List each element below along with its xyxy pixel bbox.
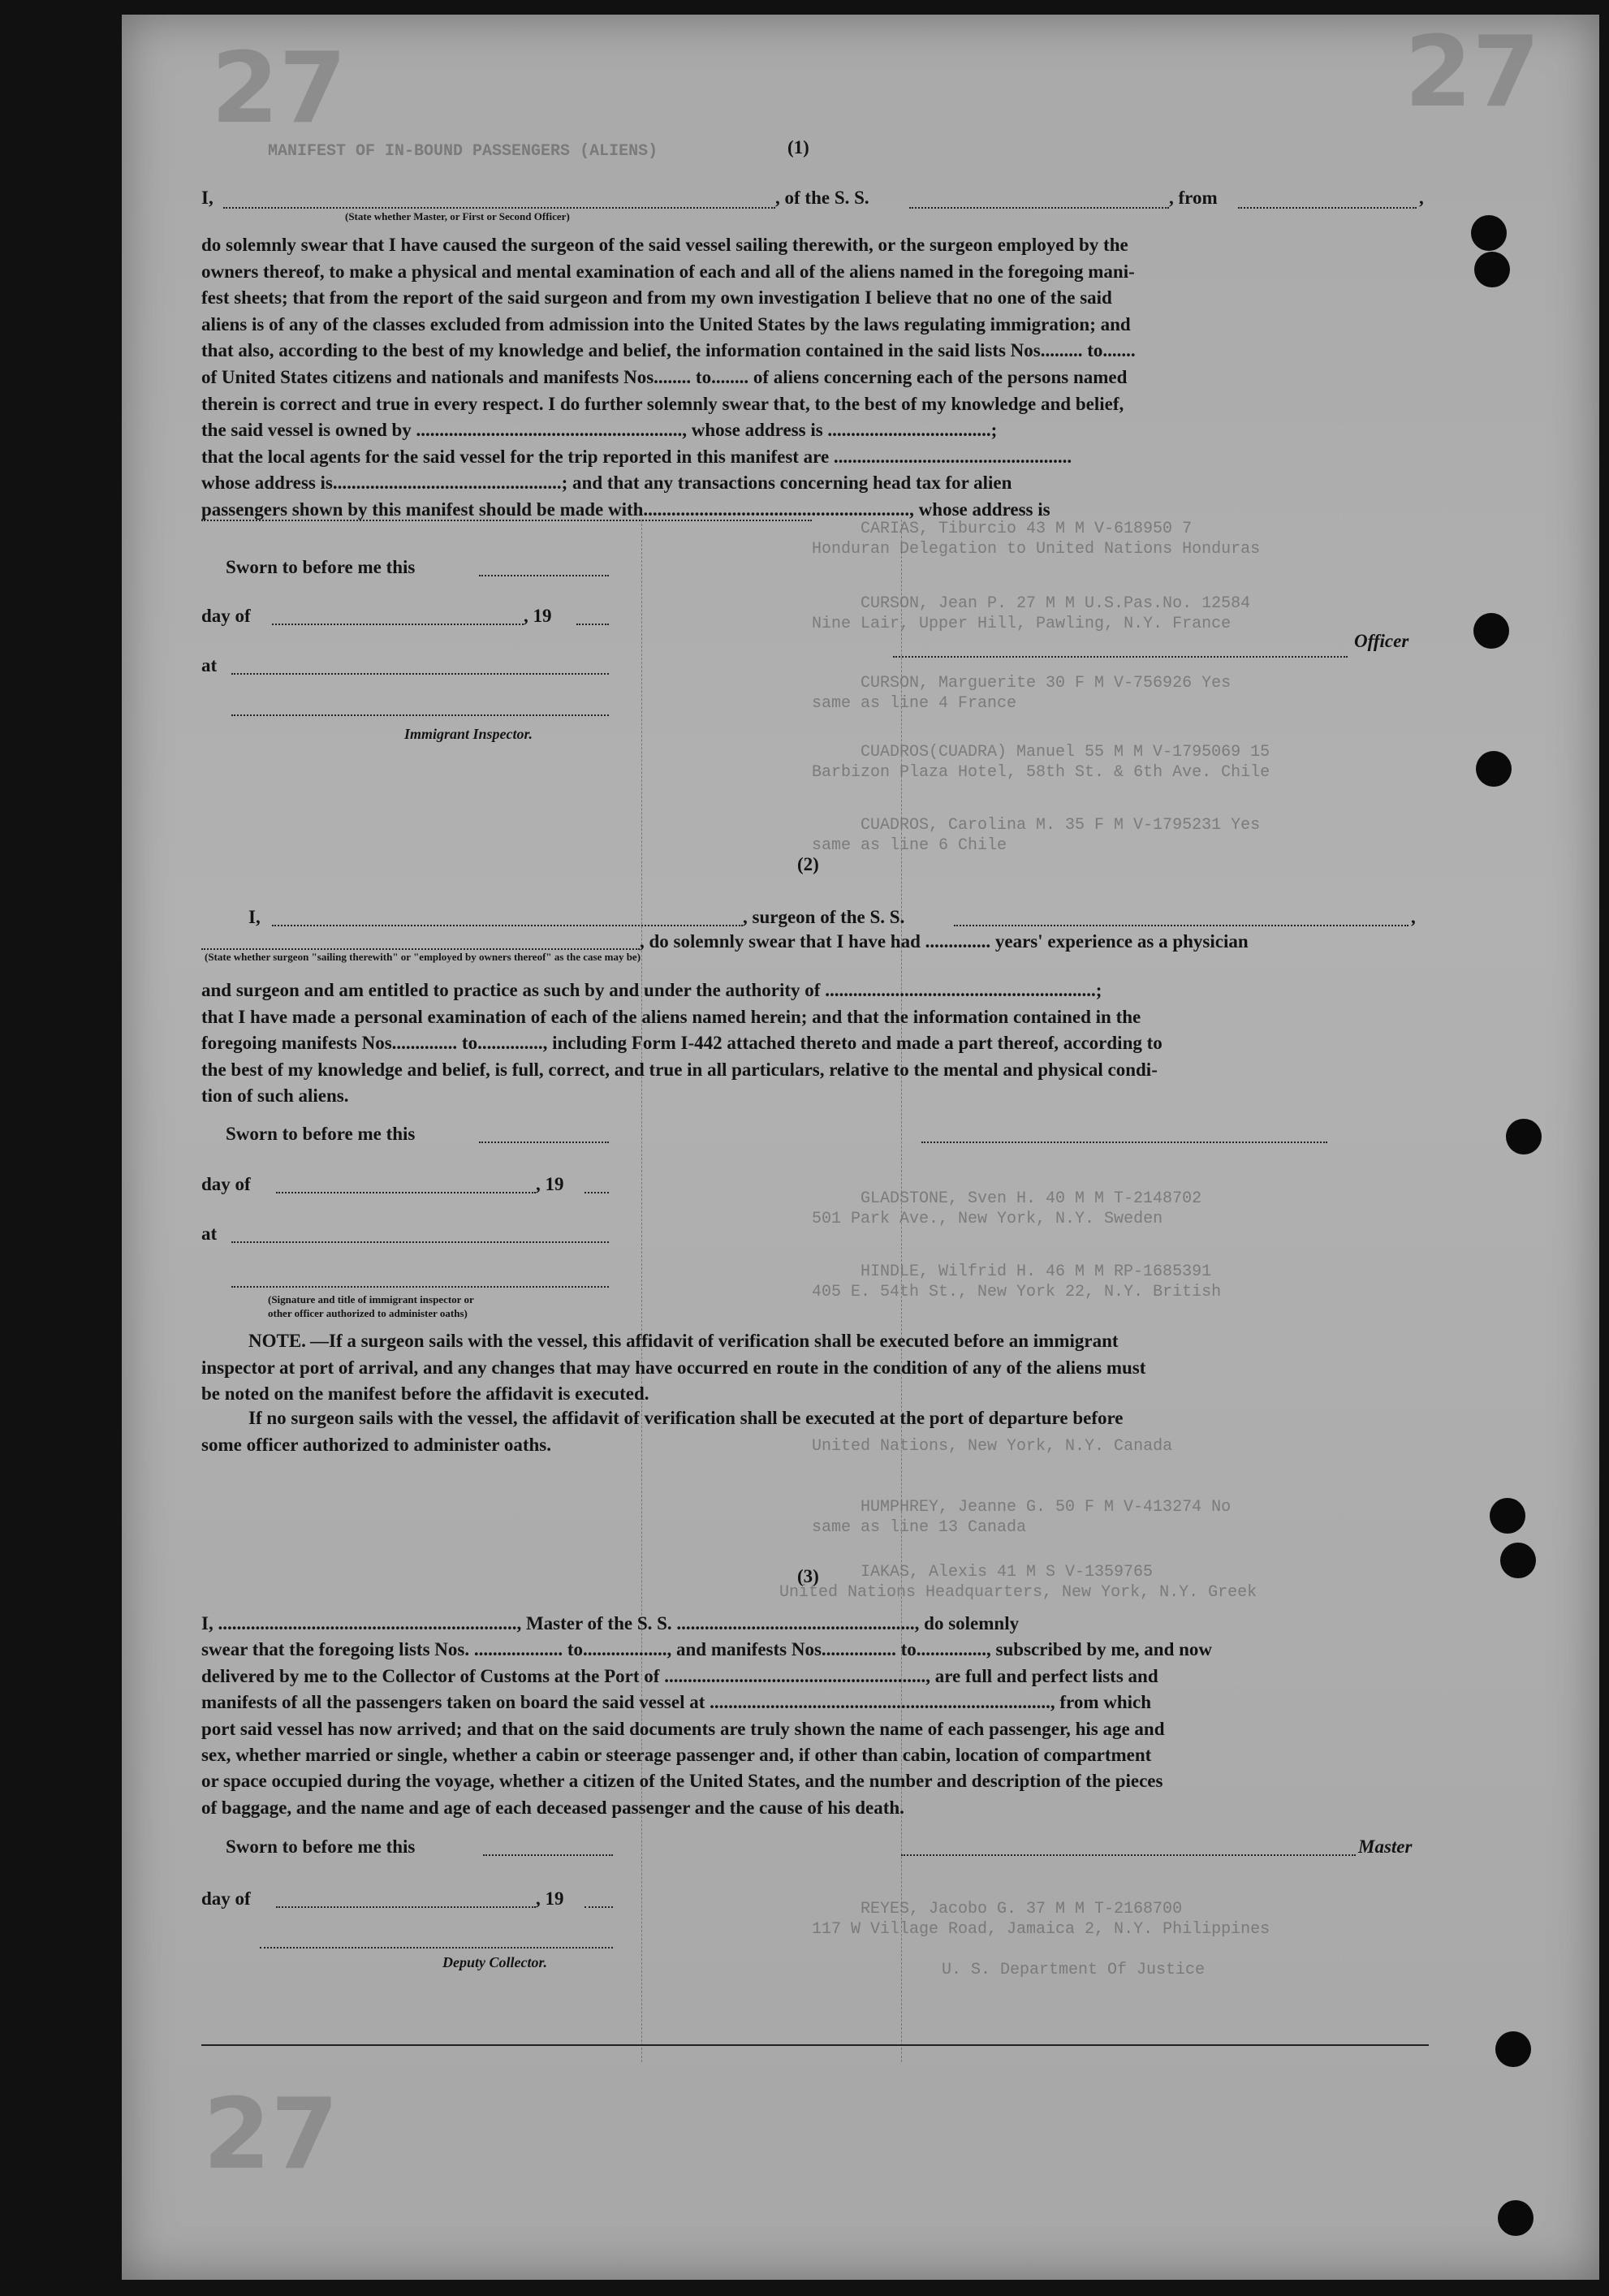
surgeon-name-line xyxy=(272,925,743,926)
oath-line: foregoing manifests Nos.............. to.............., including Form I-442 attached thereto and made a part thereof, according to xyxy=(201,1033,1163,1054)
bleed-row: same as line 4 France xyxy=(812,694,1017,713)
bleed-row: HINDLE, Wilfrid H. 46 M M RP-1685391 xyxy=(861,1262,1212,1281)
note-line: be noted on the manifest before the affidavit is executed. xyxy=(201,1383,649,1404)
punch-hole xyxy=(1474,252,1510,287)
sec2-sig-note-2: other officer authorized to administer oaths) xyxy=(268,1307,468,1319)
punch-hole xyxy=(1498,2200,1534,2236)
bleed-row: same as line 6 Chile xyxy=(812,836,1007,855)
oath-line: that I have made a personal examination of each of the aliens named herein; and that the information contained in the xyxy=(201,1006,1141,1027)
inspector-signature-line xyxy=(231,714,609,716)
section-3-number: (3) xyxy=(797,1566,819,1586)
bleed-row: IAKAS, Alexis 41 M S V-1359765 xyxy=(861,1563,1154,1582)
oath-line: and surgeon and am entitled to practice as such by and under the authority of ..........................................................; xyxy=(201,980,1102,1000)
sec1-inspector: Immigrant Inspector. xyxy=(404,726,533,742)
punch-hole xyxy=(1490,1498,1525,1534)
punch-hole xyxy=(1476,751,1512,787)
collector-signature-line xyxy=(260,1947,613,1949)
section-2-number: (2) xyxy=(797,854,819,874)
bottom-rule xyxy=(201,2044,1429,2046)
punch-hole xyxy=(1473,613,1509,649)
note-line: some officer authorized to administer oaths. xyxy=(201,1434,551,1455)
oath-line: sex, whether married or single, whether a cabin or steerage passenger and, if other than cabin, location of compartment xyxy=(201,1745,1152,1765)
sec2-day-of: day of xyxy=(201,1174,251,1194)
surgeon-vessel-line xyxy=(954,925,1408,926)
place-line xyxy=(231,673,609,675)
bleed-row: CUADROS, Carolina M. 35 F M V-1795231 Yes xyxy=(861,816,1261,835)
sec1-of-the-ss: , of the S. S. xyxy=(775,188,869,208)
punch-hole xyxy=(1500,1543,1536,1578)
oath-line: therein is correct and true in every respect. I do further solemnly swear that, to the best of my knowledge and belief, xyxy=(201,393,1124,414)
vessel-name-line xyxy=(909,207,1169,209)
sec1-officer: Officer xyxy=(1354,631,1409,651)
sec1-sworn: Sworn to before me this xyxy=(226,557,416,577)
sec1-year: , 19 xyxy=(524,606,552,626)
from-port-line xyxy=(1238,207,1417,209)
stamp-number-top-left: 27 xyxy=(211,32,347,145)
oath-line: tion of such aliens. xyxy=(201,1085,349,1107)
sworn-day-line xyxy=(479,575,609,576)
bleed-row: U. S. Department Of Justice xyxy=(942,1961,1206,1979)
bleed-row: CURSON, Jean P. 27 M M U.S.Pas.No. 12584 xyxy=(861,594,1251,613)
bleed-row: 117 W Village Road, Jamaica 2, N.Y. Philippines xyxy=(812,1920,1270,1939)
bleed-row: Honduran Delegation to United Nations Honduras xyxy=(812,540,1261,559)
oath-line: of United States citizens and nationals and manifests Nos........ to........ of aliens concerning each of the persons named xyxy=(201,367,1128,387)
oath-line: that also, according to the best of my knowledge and belief, the information contained in the said lists Nos......... to....... xyxy=(201,340,1136,361)
master-signature-line xyxy=(901,1854,1356,1856)
bleed-row: GLADSTONE, Sven H. 40 M M T-2148702 xyxy=(861,1189,1202,1208)
inspector-signature-line xyxy=(231,1286,609,1288)
bleed-row: 501 Park Ave., New York, N.Y. Sweden xyxy=(812,1210,1163,1228)
oath-line: the said vessel is owned by ........................................................., whose address is ...................................; xyxy=(201,420,998,441)
bleed-header: MANIFEST OF IN-BOUND PASSENGERS (ALIENS) xyxy=(268,142,658,161)
oath-line: manifests of all the passengers taken on board the said vessel at ........................................................................., from which xyxy=(201,1692,1152,1713)
bleed-row: CARIAS, Tiburcio 43 M M V-618950 7 xyxy=(861,520,1193,538)
bleed-row: United Nations, New York, N.Y. Canada xyxy=(812,1437,1173,1456)
bleed-row: 405 E. 54th St., New York 22, N.Y. British xyxy=(812,1283,1222,1301)
sec2-years-experience: , do solemnly swear that I have had .............. years' experience as a physician xyxy=(640,931,1249,952)
year-line xyxy=(585,1192,609,1193)
oath-line: delivered by me to the Collector of Customs at the Port of ........................................................, are full and perfect lists and xyxy=(201,1665,1158,1686)
bleed-row: same as line 13 Canada xyxy=(812,1518,1027,1537)
sec3-collector: Deputy Collector. xyxy=(442,1954,547,1970)
oath-line: passengers shown by this manifest should be made with........................................................., whose address is xyxy=(201,499,1050,520)
note-line: —If a surgeon sails with the vessel, this affidavit of verification shall be executed before an immigrant xyxy=(310,1331,1119,1351)
oath-line: of baggage, and the name and age of each deceased passenger and the cause of his death. xyxy=(201,1797,904,1818)
stamp-number-bottom-left: 27 xyxy=(203,2078,339,2191)
sec2-sig-note-1: (Signature and title of immigrant inspector or xyxy=(268,1293,474,1306)
punch-hole xyxy=(1495,2031,1531,2067)
punch-hole xyxy=(1471,215,1507,251)
month-line xyxy=(276,1906,536,1908)
sworn-day-line xyxy=(483,1854,613,1856)
oath-line: that the local agents for the said vessel for the trip reported in this manifest are ................................................... xyxy=(201,446,1072,467)
surgeon-signature-line xyxy=(921,1142,1327,1143)
bleed-row: Nine Lair, Upper Hill, Pawling, N.Y. France xyxy=(812,615,1232,633)
month-line xyxy=(276,1192,536,1193)
oath-line: the best of my knowledge and belief, is full, correct, and true in all particulars, relative to the mental and physical condi- xyxy=(201,1059,1158,1080)
bleed-row: CURSON, Marguerite 30 F M V-756926 Yes xyxy=(861,674,1232,693)
oath-line: fest sheets; that from the report of the said surgeon and from my own investigation I believe that no one of the said xyxy=(201,287,1112,309)
officer-signature-line xyxy=(893,656,1348,658)
bleed-row: United Nations Headquarters, New York, N.Y. Greek xyxy=(779,1583,1257,1602)
sec1-from: , from xyxy=(1169,188,1218,208)
sec3-year: , 19 xyxy=(536,1888,564,1909)
sec2-i: I, xyxy=(248,907,261,927)
note-line: If no surgeon sails with the vessel, the affidavit of verification shall be executed at the port of departure before xyxy=(248,1408,1124,1428)
sec2-at: at xyxy=(201,1224,218,1244)
oath-line: or space occupied during the voyage, whether a citizen of the United States, and the number and description of the pieces xyxy=(201,1771,1163,1792)
oath-line: aliens is of any of the classes excluded from admission into the United States by the laws regulating immigration; and xyxy=(201,313,1131,334)
master-name-line xyxy=(223,207,775,209)
sec2-surgeon-note: (State whether surgeon "sailing therewith" or "employed by owners thereof" as the case may be) xyxy=(205,951,641,963)
oath-line: whose address is.................................................; and that any transactions concerning head tax for alien xyxy=(201,473,1012,494)
sec2-sworn: Sworn to before me this xyxy=(226,1124,416,1144)
sec3-sworn: Sworn to before me this xyxy=(226,1836,416,1857)
oath-line: swear that the foregoing lists Nos. ................... to.................., and manifests Nos................ to..............., subscribed by me, and now xyxy=(201,1639,1213,1660)
oath-line: port said vessel has now arrived; and that on the said documents are truly shown the name of each passenger, his age and xyxy=(201,1718,1165,1739)
sec1-i: I, xyxy=(201,188,214,208)
bleed-row: Barbizon Plaza Hotel, 58th St. & 6th Ave. Chile xyxy=(812,763,1270,782)
note-label: NOTE. xyxy=(248,1331,306,1351)
note-line: inspector at port of arrival, and any changes that may have occurred en route in the condition of any of the aliens must xyxy=(201,1357,1146,1378)
sec2-surgeon-of-ss: , surgeon of the S. S. xyxy=(743,907,905,927)
punch-hole xyxy=(1506,1119,1542,1154)
sec3-master: Master xyxy=(1358,1836,1413,1857)
bleed-row: REYES, Jacobo G. 37 M M T-2168700 xyxy=(861,1900,1183,1918)
sec1-day-of: day of xyxy=(201,606,251,626)
month-line xyxy=(272,624,524,625)
surgeon-type-line xyxy=(201,948,640,950)
sec1-at: at xyxy=(201,655,218,675)
sec2-year: , 19 xyxy=(536,1174,564,1194)
oath-line: do solemnly swear that I have caused the surgeon of the said vessel sailing therewith, or the surgeon employed by the xyxy=(201,235,1128,255)
oath-line: I, ................................................................, Master of the S. S. ..................................................., do solemnly xyxy=(201,1613,1020,1634)
sworn-day-line xyxy=(479,1142,609,1143)
section-1-number: (1) xyxy=(787,137,809,158)
oath-line: owners thereof, to make a physical and mental examination of each and all of the aliens named in the foregoing mani- xyxy=(201,261,1135,282)
sec1-comma: , xyxy=(1419,188,1424,208)
head-tax-underline xyxy=(201,520,812,521)
sec1-master-note: (State whether Master, or First or Second Officer) xyxy=(345,210,570,222)
sec3-day-of: day of xyxy=(201,1888,251,1909)
year-line xyxy=(585,1906,613,1908)
year-line xyxy=(576,624,609,625)
stamp-number-top-right: 27 xyxy=(1404,16,1540,129)
sec2-comma: , xyxy=(1411,907,1416,927)
bleed-row: HUMPHREY, Jeanne G. 50 F M V-413274 No xyxy=(861,1498,1232,1517)
place-line xyxy=(231,1241,609,1243)
bleed-column-line xyxy=(641,520,642,2062)
bleed-row: CUADROS(CUADRA) Manuel 55 M M V-1795069 15 xyxy=(861,743,1270,762)
